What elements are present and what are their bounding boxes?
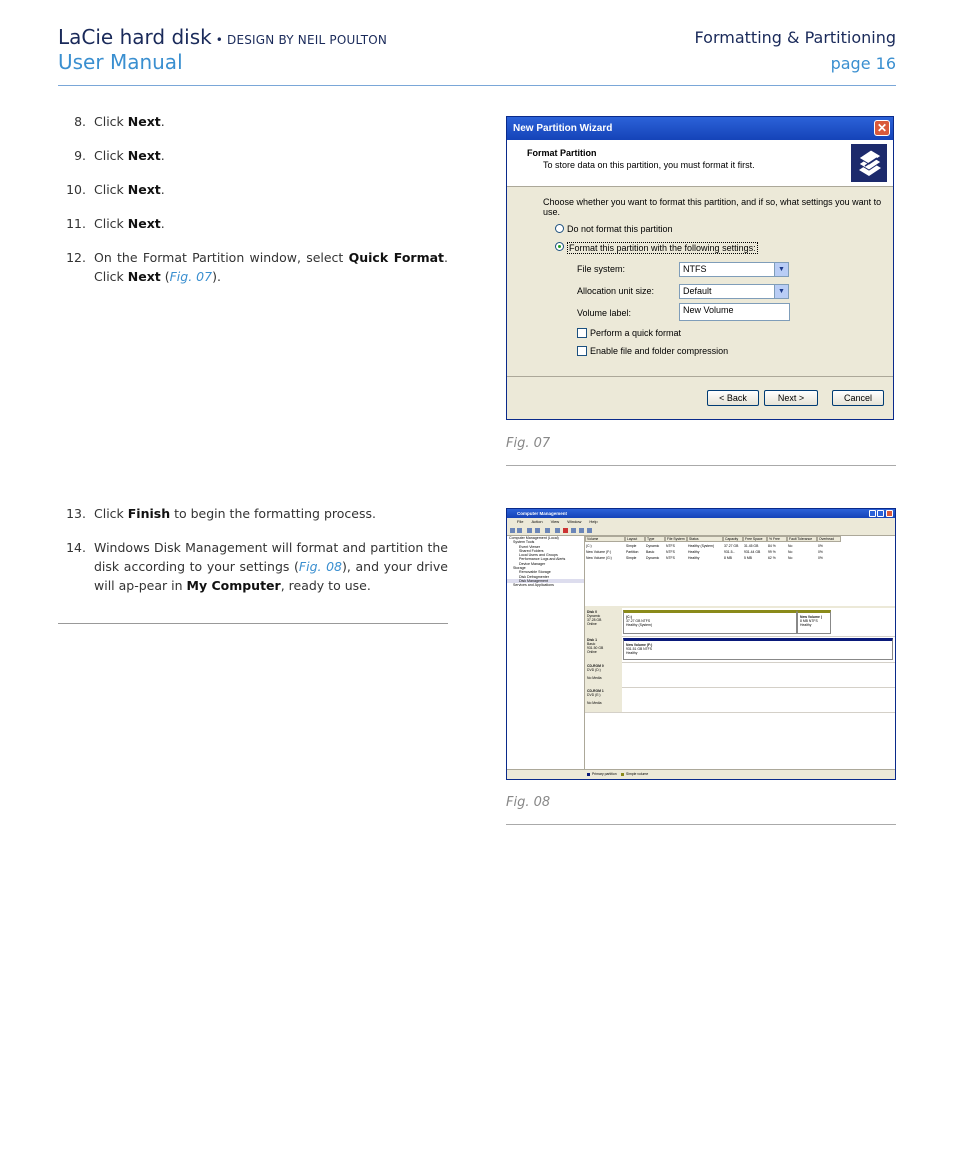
cm-menu-bar xyxy=(507,518,895,526)
volume-label-input[interactable]: New Volume xyxy=(679,303,790,321)
column-header[interactable]: Capacity xyxy=(723,536,743,542)
back-icon[interactable] xyxy=(510,528,515,533)
properties-icon[interactable] xyxy=(545,528,550,533)
disk-row[interactable] xyxy=(585,687,895,713)
cm-toolbar xyxy=(507,526,895,536)
disk-row[interactable] xyxy=(585,636,895,663)
step-text: Click Finish to begin the formatting process. xyxy=(94,506,376,521)
quick-format-checkbox[interactable] xyxy=(577,328,587,338)
minimize-icon[interactable] xyxy=(869,510,876,517)
step-number: 11. xyxy=(66,216,86,231)
menu-window[interactable]: Window xyxy=(567,519,582,524)
wizard-footer xyxy=(507,376,893,419)
steps-list-b xyxy=(58,504,448,610)
step-number: 14. xyxy=(66,540,86,555)
wizard-body xyxy=(507,187,893,357)
partition-c[interactable]: (C:) 37.27 GB NTFS Healthy (System) xyxy=(623,610,797,634)
document-title xyxy=(58,25,387,49)
tree-item[interactable]: Storage xyxy=(513,566,526,571)
file-system-select[interactable] xyxy=(679,262,789,277)
simple-volume-swatch xyxy=(621,773,624,776)
page-number: page 16 xyxy=(830,54,896,73)
column-header[interactable]: Fault Tolerance xyxy=(787,536,817,542)
step-8 xyxy=(58,112,448,131)
disk-label: CD-ROM 1 DVD (E:) No Media xyxy=(585,687,622,712)
volume-label-label: Volume label: xyxy=(577,308,632,318)
tree-item[interactable]: Local Users and Groups xyxy=(519,553,558,558)
figure-caption: Fig. 08 xyxy=(506,795,551,810)
close-icon[interactable] xyxy=(886,510,893,517)
compression-label: Enable file and folder compression xyxy=(590,346,729,356)
step-text: Click Next. xyxy=(94,148,165,163)
disk-row[interactable] xyxy=(585,608,895,637)
new-partition-wizard-screenshot xyxy=(506,116,894,420)
close-icon[interactable]: ✕ xyxy=(874,120,890,136)
step-12 xyxy=(58,248,448,286)
tree-item[interactable]: Performance Logs and Alerts xyxy=(519,557,566,562)
figure-reference-link[interactable]: Fig. 07 xyxy=(169,269,213,284)
wizard-title: New Partition Wizard xyxy=(513,123,613,134)
disk-label: CD-ROM 0 DVD (D:) No Media xyxy=(585,662,622,687)
tree-item-selected[interactable]: Disk Management xyxy=(507,579,584,583)
tree-item[interactable]: Services and Applications xyxy=(513,583,554,588)
legend-simple: Simple volume xyxy=(626,772,649,776)
tree-item[interactable]: Removable Storage xyxy=(519,570,551,575)
menu-file[interactable]: File xyxy=(517,519,524,524)
tree-item[interactable]: System Tools xyxy=(513,540,535,545)
wizard-description: To store data on this partition, you must format it first. xyxy=(543,160,755,170)
column-header[interactable]: % Free xyxy=(767,536,787,542)
chevron-down-icon: ▼ xyxy=(774,285,788,298)
figure-divider xyxy=(506,824,896,825)
column-header[interactable]: Free Space xyxy=(743,536,767,542)
tree-item[interactable]: Shared Folders xyxy=(519,548,544,553)
allocation-size-label: Allocation unit size: xyxy=(577,286,655,296)
column-header[interactable]: Overhead xyxy=(817,536,841,542)
step-11 xyxy=(58,214,448,233)
step-number: 12. xyxy=(66,250,86,265)
designer-credit: • DESIGN BY NEIL POULTON xyxy=(211,33,388,47)
cm-tree-pane xyxy=(507,536,585,771)
tree-item[interactable]: Device Manager xyxy=(519,561,546,566)
step-text: On the Format Partition window, select Quick Format. Click Next (Fig. 07). xyxy=(94,250,448,284)
file-system-value: NTFS xyxy=(683,264,707,274)
next-button[interactable]: Next > xyxy=(764,390,818,406)
step-number: 9. xyxy=(74,148,86,163)
column-header[interactable]: Type xyxy=(645,536,665,542)
tree-item[interactable]: Event Viewer xyxy=(519,544,541,549)
maximize-icon[interactable] xyxy=(877,510,884,517)
tree-item[interactable]: Computer Management (Local) xyxy=(509,536,559,540)
product-name: LaCie hard disk xyxy=(58,25,212,49)
file-system-label: File system: xyxy=(577,264,626,274)
tree-item[interactable]: Disk Defragmenter xyxy=(519,574,549,579)
back-button[interactable]: < Back xyxy=(707,390,759,406)
column-header[interactable]: Layout xyxy=(625,536,645,542)
header-divider xyxy=(58,85,896,86)
figure-reference-link[interactable]: Fig. 08 xyxy=(298,559,343,574)
compression-checkbox[interactable] xyxy=(577,346,587,356)
step-text: Click Next. xyxy=(94,216,165,231)
radio-no-format-label: Do not format this partition xyxy=(567,224,673,234)
view-icon[interactable] xyxy=(587,528,592,533)
figure-caption: Fig. 07 xyxy=(506,436,551,451)
radio-format[interactable] xyxy=(555,242,564,251)
tree-icon[interactable] xyxy=(535,528,540,533)
allocation-size-value: Default xyxy=(683,286,712,296)
export-icon[interactable] xyxy=(571,528,576,533)
menu-help[interactable]: Help xyxy=(589,519,598,524)
wizard-heading: Format Partition xyxy=(527,148,597,158)
cm-title-bar xyxy=(507,509,895,518)
partition-f[interactable]: New Volume (F:) 931.51 GB NTFS Healthy xyxy=(623,638,893,660)
wizard-prompt: Choose whether you want to format this partition, and if so, what settings you want to use. xyxy=(543,197,882,217)
disk-label: Disk 0 Dynamic 37.28 GB Online xyxy=(585,608,622,636)
section-divider xyxy=(58,623,448,624)
step-text: Windows Disk Management will format and partition the disk according to your settings (Fig. 08), and your drive will ap-pear in My Computer, ready to use. xyxy=(94,540,448,593)
forward-icon[interactable] xyxy=(517,528,522,533)
up-icon[interactable] xyxy=(527,528,532,533)
cm-status-bar xyxy=(507,769,895,779)
legend-primary: Primary partition xyxy=(592,772,617,776)
chevron-down-icon: ▼ xyxy=(774,263,788,276)
menu-view[interactable]: View xyxy=(550,519,560,524)
radio-no-format[interactable] xyxy=(555,224,564,233)
delete-icon[interactable] xyxy=(563,528,568,533)
steps-list-a xyxy=(58,112,448,301)
step-13 xyxy=(58,504,448,523)
column-header[interactable]: File System xyxy=(665,536,687,542)
step-9 xyxy=(58,146,448,165)
allocation-size-select[interactable] xyxy=(679,284,789,299)
disk-format-icon xyxy=(851,144,887,182)
cancel-button[interactable]: Cancel xyxy=(832,390,884,406)
step-14 xyxy=(58,538,448,595)
refresh-icon[interactable] xyxy=(579,528,584,533)
step-10 xyxy=(58,180,448,199)
manual-label: User Manual xyxy=(58,50,183,74)
disk-label: Disk 1 Basic 931.50 GB Online xyxy=(585,636,622,662)
menu-action[interactable]: Action xyxy=(531,519,543,524)
step-text: Click Next. xyxy=(94,114,165,129)
step-number: 8. xyxy=(74,114,86,129)
section-title: Formatting & Partitioning xyxy=(694,28,896,47)
wizard-title-bar xyxy=(507,117,893,140)
computer-management-screenshot xyxy=(506,508,896,780)
help-icon[interactable] xyxy=(555,528,560,533)
cm-title: Computer Management xyxy=(517,511,568,516)
step-text: Click Next. xyxy=(94,182,165,197)
primary-partition-swatch xyxy=(587,773,590,776)
radio-format-label: Format this partition with the following settings: xyxy=(569,243,756,253)
disk-row[interactable] xyxy=(585,662,895,688)
cm-detail-pane: Volume Layout Type File System Status Capacity Free Space % Free Fault Tolerance Overhead (C:) Simple Dynamic NTFS Healthy (System) 37.27 GB 31.45 GB 84 % No 0% New Volume (F:) Partition Basic NTFS Healthy 931.5... 931.44 GB 99 % No 0% New Volume (G:) Simple Dynamic NTFS Healthy 8 MB 5 MB 62 % No 0% Disk 0 Dynamic 37.28 GB Online (C:) 37.27 GB NTFS Healthy (System) New Volume ( 8 MB NTFS Healthy Disk 1 Basic 931.50 GB Online New Volume (F:) 931.51 GB NTFS Healthy CD-ROM 0 DVD (D:) No Media CD-ROM 1 DVD (E:) No Media xyxy=(585,536,895,771)
column-header[interactable]: Status xyxy=(687,536,723,542)
partition-g[interactable]: New Volume ( 8 MB NTFS Healthy xyxy=(797,610,831,634)
step-number: 13. xyxy=(66,506,86,521)
quick-format-label: Perform a quick format xyxy=(590,328,682,338)
wizard-header xyxy=(507,140,893,187)
column-header[interactable]: Volume xyxy=(585,536,625,542)
step-number: 10. xyxy=(66,182,86,197)
figure-divider xyxy=(506,465,896,466)
